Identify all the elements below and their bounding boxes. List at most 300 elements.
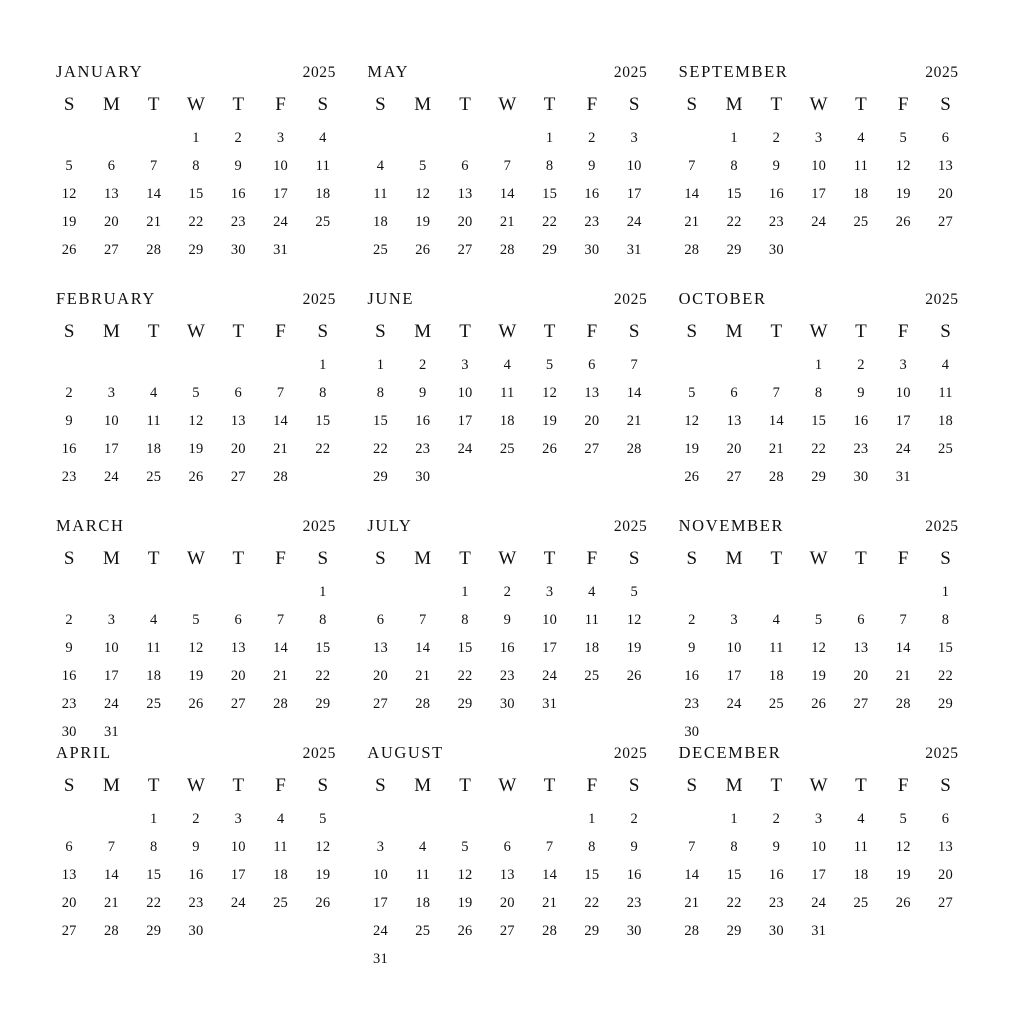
day-cell[interactable]: 22 xyxy=(457,668,473,684)
day-cell[interactable]: 7 xyxy=(276,612,285,628)
day-cell[interactable]: 30 xyxy=(768,242,784,258)
day-cell[interactable]: 12 xyxy=(188,640,204,656)
day-cell[interactable]: 17 xyxy=(726,668,742,684)
day-cell[interactable]: 28 xyxy=(768,469,784,485)
day-cell[interactable]: 18 xyxy=(146,441,162,457)
day-cell[interactable]: 18 xyxy=(853,186,869,202)
day-cell[interactable]: 9 xyxy=(857,385,865,401)
day-cell[interactable]: 22 xyxy=(146,895,162,911)
day-cell[interactable]: 19 xyxy=(457,895,473,911)
day-cell[interactable]: 14 xyxy=(626,385,642,401)
day-cell[interactable]: 20 xyxy=(103,214,119,230)
day-cell[interactable]: 15 xyxy=(542,186,558,202)
day-cell[interactable]: 28 xyxy=(542,923,558,939)
day-cell[interactable]: 18 xyxy=(853,867,869,883)
day-cell[interactable]: 21 xyxy=(273,441,288,457)
day-cell[interactable]: 1 xyxy=(461,584,469,600)
day-cell[interactable]: 22 xyxy=(373,441,388,457)
day-cell[interactable]: 4 xyxy=(772,612,781,628)
day-cell[interactable]: 31 xyxy=(542,696,558,712)
day-cell[interactable]: 3 xyxy=(234,811,242,827)
day-cell[interactable]: 10 xyxy=(273,158,288,174)
day-cell[interactable]: 26 xyxy=(61,242,77,258)
day-cell[interactable]: 29 xyxy=(457,696,473,712)
day-cell[interactable]: 17 xyxy=(103,441,119,457)
day-cell[interactable]: 23 xyxy=(584,214,600,230)
day-cell[interactable]: 30 xyxy=(499,696,515,712)
day-cell[interactable]: 17 xyxy=(373,895,388,911)
day-cell[interactable]: 8 xyxy=(588,839,596,855)
day-cell[interactable]: 18 xyxy=(273,867,288,883)
day-cell[interactable]: 29 xyxy=(146,923,162,939)
day-cell[interactable]: 31 xyxy=(373,951,388,967)
day-cell[interactable]: 1 xyxy=(149,811,158,827)
day-cell[interactable]: 24 xyxy=(457,441,473,457)
day-cell[interactable]: 18 xyxy=(499,413,515,429)
day-cell[interactable]: 6 xyxy=(65,839,73,855)
day-cell[interactable]: 13 xyxy=(103,186,119,202)
day-cell[interactable]: 8 xyxy=(461,612,469,628)
day-cell[interactable]: 8 xyxy=(319,612,327,628)
day-cell[interactable]: 25 xyxy=(373,242,388,258)
day-cell[interactable]: 10 xyxy=(103,640,119,656)
day-cell[interactable]: 24 xyxy=(273,214,288,230)
day-cell[interactable]: 4 xyxy=(419,839,427,855)
day-cell[interactable]: 26 xyxy=(626,668,642,684)
day-cell[interactable]: 17 xyxy=(457,413,473,429)
day-cell[interactable]: 2 xyxy=(630,811,638,827)
day-cell[interactable]: 10 xyxy=(626,158,642,174)
day-cell[interactable]: 11 xyxy=(373,186,388,202)
day-cell[interactable]: 18 xyxy=(415,895,431,911)
day-cell[interactable]: 11 xyxy=(769,640,784,656)
day-cell[interactable]: 7 xyxy=(630,357,638,373)
day-cell[interactable]: 7 xyxy=(545,839,554,855)
day-cell[interactable]: 19 xyxy=(895,186,911,202)
day-cell[interactable]: 22 xyxy=(726,214,742,230)
day-cell[interactable]: 11 xyxy=(584,612,600,628)
day-cell[interactable]: 19 xyxy=(626,640,642,656)
day-cell[interactable]: 1 xyxy=(588,811,596,827)
day-cell[interactable]: 13 xyxy=(61,867,77,883)
day-cell[interactable]: 15 xyxy=(373,413,388,429)
day-cell[interactable]: 7 xyxy=(772,385,781,401)
day-cell[interactable]: 29 xyxy=(726,242,742,258)
day-cell[interactable]: 13 xyxy=(457,186,473,202)
day-cell[interactable]: 13 xyxy=(938,158,953,174)
day-cell[interactable]: 27 xyxy=(499,923,515,939)
day-cell[interactable]: 12 xyxy=(684,413,700,429)
day-cell[interactable]: 1 xyxy=(941,584,950,600)
day-cell[interactable]: 14 xyxy=(146,186,162,202)
day-cell[interactable]: 21 xyxy=(542,895,558,911)
day-cell[interactable]: 11 xyxy=(273,839,288,855)
day-cell[interactable]: 23 xyxy=(684,696,700,712)
day-cell[interactable]: 10 xyxy=(811,839,827,855)
day-cell[interactable]: 28 xyxy=(146,242,162,258)
day-cell[interactable]: 14 xyxy=(895,640,911,656)
day-cell[interactable]: 14 xyxy=(499,186,515,202)
day-cell[interactable]: 16 xyxy=(499,640,515,656)
day-cell[interactable]: 24 xyxy=(726,696,742,712)
day-cell[interactable]: 19 xyxy=(315,867,331,883)
day-cell[interactable]: 20 xyxy=(499,895,515,911)
day-cell[interactable]: 30 xyxy=(188,923,204,939)
day-cell[interactable]: 1 xyxy=(319,584,327,600)
day-cell[interactable]: 3 xyxy=(461,357,469,373)
day-cell[interactable]: 5 xyxy=(545,357,554,373)
day-cell[interactable]: 28 xyxy=(499,242,515,258)
day-cell[interactable]: 12 xyxy=(315,839,331,855)
day-cell[interactable]: 8 xyxy=(730,839,738,855)
day-cell[interactable]: 2 xyxy=(688,612,696,628)
day-cell[interactable]: 9 xyxy=(65,413,73,429)
day-cell[interactable]: 11 xyxy=(853,158,869,174)
day-cell[interactable]: 16 xyxy=(188,867,204,883)
day-cell[interactable]: 10 xyxy=(726,640,742,656)
day-cell[interactable]: 13 xyxy=(584,385,600,401)
day-cell[interactable]: 4 xyxy=(376,158,385,174)
day-cell[interactable]: 2 xyxy=(772,130,781,146)
day-cell[interactable]: 29 xyxy=(938,696,953,712)
day-cell[interactable]: 9 xyxy=(772,158,781,174)
day-cell[interactable]: 3 xyxy=(899,357,907,373)
day-cell[interactable]: 11 xyxy=(146,640,161,656)
day-cell[interactable]: 4 xyxy=(503,357,512,373)
day-cell[interactable]: 5 xyxy=(419,158,427,174)
day-cell[interactable]: 5 xyxy=(319,811,327,827)
day-cell[interactable]: 7 xyxy=(419,612,427,628)
day-cell[interactable]: 13 xyxy=(938,839,953,855)
day-cell[interactable]: 28 xyxy=(895,696,911,712)
day-cell[interactable]: 1 xyxy=(319,357,327,373)
day-cell[interactable]: 25 xyxy=(938,441,953,457)
day-cell[interactable]: 5 xyxy=(192,385,200,401)
day-cell[interactable]: 26 xyxy=(188,469,204,485)
day-cell[interactable]: 16 xyxy=(230,186,246,202)
day-cell[interactable]: 14 xyxy=(103,867,119,883)
day-cell[interactable]: 26 xyxy=(542,441,558,457)
day-cell[interactable]: 3 xyxy=(814,811,823,827)
day-cell[interactable]: 8 xyxy=(192,158,200,174)
day-cell[interactable]: 25 xyxy=(146,469,162,485)
day-cell[interactable]: 27 xyxy=(726,469,742,485)
day-cell[interactable]: 14 xyxy=(768,413,784,429)
day-cell[interactable]: 21 xyxy=(895,668,911,684)
day-cell[interactable]: 12 xyxy=(61,186,77,202)
day-cell[interactable]: 18 xyxy=(584,640,600,656)
day-cell[interactable]: 5 xyxy=(899,811,907,827)
day-cell[interactable]: 18 xyxy=(315,186,331,202)
day-cell[interactable]: 29 xyxy=(811,469,827,485)
day-cell[interactable]: 9 xyxy=(630,839,638,855)
day-cell[interactable]: 4 xyxy=(149,612,158,628)
day-cell[interactable]: 8 xyxy=(319,385,327,401)
day-cell[interactable]: 3 xyxy=(276,130,285,146)
day-cell[interactable]: 22 xyxy=(315,441,331,457)
day-cell[interactable]: 31 xyxy=(103,724,119,740)
day-cell[interactable]: 2 xyxy=(65,612,73,628)
day-cell[interactable]: 12 xyxy=(895,158,911,174)
day-cell[interactable]: 17 xyxy=(230,867,246,883)
day-cell[interactable]: 23 xyxy=(61,469,77,485)
day-cell[interactable]: 24 xyxy=(811,214,827,230)
day-cell[interactable]: 20 xyxy=(726,441,742,457)
day-cell[interactable]: 21 xyxy=(684,895,700,911)
day-cell[interactable]: 19 xyxy=(415,214,431,230)
day-cell[interactable]: 2 xyxy=(419,357,427,373)
day-cell[interactable]: 21 xyxy=(273,668,288,684)
day-cell[interactable]: 15 xyxy=(726,186,742,202)
day-cell[interactable]: 7 xyxy=(899,612,907,628)
day-cell[interactable]: 19 xyxy=(188,441,204,457)
day-cell[interactable]: 4 xyxy=(276,811,285,827)
day-cell[interactable]: 7 xyxy=(688,158,696,174)
day-cell[interactable]: 5 xyxy=(899,130,907,146)
day-cell[interactable]: 27 xyxy=(230,696,246,712)
day-cell[interactable]: 30 xyxy=(853,469,869,485)
day-cell[interactable]: 10 xyxy=(895,385,911,401)
day-cell[interactable]: 15 xyxy=(457,640,473,656)
day-cell[interactable]: 15 xyxy=(584,867,600,883)
day-cell[interactable]: 26 xyxy=(895,214,911,230)
day-cell[interactable]: 12 xyxy=(457,867,473,883)
day-cell[interactable]: 26 xyxy=(811,696,827,712)
day-cell[interactable]: 17 xyxy=(626,186,642,202)
day-cell[interactable]: 18 xyxy=(938,413,953,429)
day-cell[interactable]: 28 xyxy=(684,242,700,258)
day-cell[interactable]: 6 xyxy=(588,357,596,373)
day-cell[interactable]: 5 xyxy=(461,839,469,855)
day-cell[interactable]: 30 xyxy=(584,242,600,258)
day-cell[interactable]: 27 xyxy=(853,696,869,712)
day-cell[interactable]: 12 xyxy=(415,186,431,202)
day-cell[interactable]: 25 xyxy=(853,895,869,911)
day-cell[interactable]: 20 xyxy=(853,668,869,684)
day-cell[interactable]: 17 xyxy=(811,186,827,202)
day-cell[interactable]: 23 xyxy=(853,441,869,457)
day-cell[interactable]: 27 xyxy=(373,696,388,712)
day-cell[interactable]: 16 xyxy=(684,668,700,684)
day-cell[interactable]: 15 xyxy=(188,186,204,202)
day-cell[interactable]: 7 xyxy=(503,158,512,174)
day-cell[interactable]: 26 xyxy=(315,895,331,911)
day-cell[interactable]: 11 xyxy=(315,158,331,174)
day-cell[interactable]: 8 xyxy=(941,612,950,628)
day-cell[interactable]: 14 xyxy=(542,867,558,883)
day-cell[interactable]: 16 xyxy=(626,867,642,883)
day-cell[interactable]: 16 xyxy=(853,413,869,429)
day-cell[interactable]: 15 xyxy=(811,413,827,429)
day-cell[interactable]: 29 xyxy=(584,923,600,939)
day-cell[interactable]: 28 xyxy=(626,441,642,457)
day-cell[interactable]: 25 xyxy=(768,696,784,712)
day-cell[interactable]: 6 xyxy=(376,612,385,628)
day-cell[interactable]: 5 xyxy=(688,385,696,401)
day-cell[interactable]: 30 xyxy=(626,923,642,939)
day-cell[interactable]: 25 xyxy=(315,214,331,230)
day-cell[interactable]: 16 xyxy=(768,867,784,883)
day-cell[interactable]: 6 xyxy=(730,385,738,401)
day-cell[interactable]: 23 xyxy=(768,895,784,911)
day-cell[interactable]: 3 xyxy=(545,584,554,600)
day-cell[interactable]: 7 xyxy=(107,839,116,855)
day-cell[interactable]: 5 xyxy=(630,584,638,600)
day-cell[interactable]: 18 xyxy=(146,668,162,684)
day-cell[interactable]: 5 xyxy=(65,158,73,174)
day-cell[interactable]: 10 xyxy=(230,839,246,855)
day-cell[interactable]: 17 xyxy=(895,413,911,429)
day-cell[interactable]: 10 xyxy=(103,413,119,429)
day-cell[interactable]: 17 xyxy=(542,640,558,656)
day-cell[interactable]: 21 xyxy=(684,214,700,230)
day-cell[interactable]: 6 xyxy=(503,839,512,855)
day-cell[interactable]: 10 xyxy=(457,385,473,401)
day-cell[interactable]: 21 xyxy=(103,895,119,911)
day-cell[interactable]: 7 xyxy=(688,839,696,855)
day-cell[interactable]: 20 xyxy=(584,413,600,429)
day-cell[interactable]: 14 xyxy=(273,640,288,656)
day-cell[interactable]: 11 xyxy=(938,385,953,401)
day-cell[interactable]: 7 xyxy=(149,158,158,174)
day-cell[interactable]: 23 xyxy=(626,895,642,911)
day-cell[interactable]: 28 xyxy=(273,469,288,485)
day-cell[interactable]: 8 xyxy=(545,158,554,174)
day-cell[interactable]: 8 xyxy=(376,385,385,401)
day-cell[interactable]: 27 xyxy=(457,242,473,258)
day-cell[interactable]: 30 xyxy=(768,923,784,939)
day-cell[interactable]: 23 xyxy=(61,696,77,712)
day-cell[interactable]: 12 xyxy=(626,612,642,628)
day-cell[interactable]: 29 xyxy=(315,696,331,712)
day-cell[interactable]: 23 xyxy=(188,895,204,911)
day-cell[interactable]: 2 xyxy=(772,811,781,827)
day-cell[interactable]: 23 xyxy=(499,668,515,684)
day-cell[interactable]: 9 xyxy=(588,158,596,174)
day-cell[interactable]: 27 xyxy=(230,469,246,485)
day-cell[interactable]: 7 xyxy=(276,385,285,401)
day-cell[interactable]: 2 xyxy=(503,584,512,600)
day-cell[interactable]: 22 xyxy=(938,668,953,684)
day-cell[interactable]: 24 xyxy=(895,441,911,457)
day-cell[interactable]: 22 xyxy=(584,895,600,911)
day-cell[interactable]: 15 xyxy=(146,867,162,883)
day-cell[interactable]: 6 xyxy=(857,612,865,628)
day-cell[interactable]: 22 xyxy=(726,895,742,911)
day-cell[interactable]: 19 xyxy=(895,867,911,883)
day-cell[interactable]: 6 xyxy=(461,158,469,174)
day-cell[interactable]: 14 xyxy=(684,867,700,883)
day-cell[interactable]: 4 xyxy=(857,130,865,146)
day-cell[interactable]: 25 xyxy=(273,895,288,911)
day-cell[interactable]: 26 xyxy=(457,923,473,939)
day-cell[interactable]: 23 xyxy=(415,441,431,457)
day-cell[interactable]: 16 xyxy=(61,441,77,457)
day-cell[interactable]: 16 xyxy=(584,186,600,202)
day-cell[interactable]: 8 xyxy=(149,839,158,855)
day-cell[interactable]: 15 xyxy=(938,640,953,656)
day-cell[interactable]: 1 xyxy=(730,130,738,146)
day-cell[interactable]: 28 xyxy=(103,923,119,939)
day-cell[interactable]: 20 xyxy=(938,867,953,883)
day-cell[interactable]: 6 xyxy=(107,158,116,174)
day-cell[interactable]: 1 xyxy=(192,130,200,146)
day-cell[interactable]: 4 xyxy=(319,130,327,146)
day-cell[interactable]: 25 xyxy=(146,696,162,712)
day-cell[interactable]: 27 xyxy=(938,895,953,911)
day-cell[interactable]: 14 xyxy=(415,640,431,656)
day-cell[interactable]: 18 xyxy=(768,668,784,684)
day-cell[interactable]: 15 xyxy=(726,867,742,883)
day-cell[interactable]: 13 xyxy=(373,640,388,656)
day-cell[interactable]: 3 xyxy=(730,612,738,628)
day-cell[interactable]: 24 xyxy=(626,214,642,230)
day-cell[interactable]: 31 xyxy=(895,469,911,485)
day-cell[interactable]: 30 xyxy=(61,724,77,740)
day-cell[interactable]: 19 xyxy=(61,214,77,230)
day-cell[interactable]: 19 xyxy=(684,441,700,457)
day-cell[interactable]: 29 xyxy=(373,469,388,485)
day-cell[interactable]: 4 xyxy=(149,385,158,401)
day-cell[interactable]: 10 xyxy=(542,612,558,628)
day-cell[interactable]: 29 xyxy=(188,242,204,258)
day-cell[interactable]: 3 xyxy=(107,612,116,628)
day-cell[interactable]: 12 xyxy=(542,385,558,401)
day-cell[interactable]: 3 xyxy=(814,130,823,146)
day-cell[interactable]: 27 xyxy=(584,441,600,457)
day-cell[interactable]: 9 xyxy=(688,640,696,656)
day-cell[interactable]: 25 xyxy=(499,441,515,457)
day-cell[interactable]: 4 xyxy=(941,357,950,373)
day-cell[interactable]: 4 xyxy=(857,811,865,827)
day-cell[interactable]: 30 xyxy=(415,469,431,485)
day-cell[interactable]: 31 xyxy=(273,242,288,258)
day-cell[interactable]: 30 xyxy=(230,242,246,258)
day-cell[interactable]: 26 xyxy=(895,895,911,911)
day-cell[interactable]: 24 xyxy=(103,469,119,485)
day-cell[interactable]: 18 xyxy=(373,214,388,230)
day-cell[interactable]: 15 xyxy=(315,640,331,656)
day-cell[interactable]: 28 xyxy=(415,696,431,712)
day-cell[interactable]: 8 xyxy=(730,158,738,174)
day-cell[interactable]: 11 xyxy=(500,385,515,401)
day-cell[interactable]: 21 xyxy=(499,214,515,230)
day-cell[interactable]: 13 xyxy=(853,640,869,656)
day-cell[interactable]: 12 xyxy=(895,839,911,855)
day-cell[interactable]: 27 xyxy=(103,242,119,258)
day-cell[interactable]: 16 xyxy=(768,186,784,202)
day-cell[interactable]: 10 xyxy=(811,158,827,174)
day-cell[interactable]: 2 xyxy=(234,130,242,146)
day-cell[interactable]: 17 xyxy=(811,867,827,883)
day-cell[interactable]: 2 xyxy=(857,357,865,373)
day-cell[interactable]: 1 xyxy=(545,130,554,146)
day-cell[interactable]: 6 xyxy=(234,612,242,628)
day-cell[interactable]: 14 xyxy=(273,413,288,429)
day-cell[interactable]: 13 xyxy=(230,640,246,656)
day-cell[interactable]: 24 xyxy=(373,923,388,939)
day-cell[interactable]: 26 xyxy=(684,469,700,485)
day-cell[interactable]: 2 xyxy=(65,385,73,401)
day-cell[interactable]: 25 xyxy=(415,923,431,939)
day-cell[interactable]: 24 xyxy=(230,895,246,911)
day-cell[interactable]: 9 xyxy=(772,839,781,855)
day-cell[interactable]: 26 xyxy=(415,242,431,258)
day-cell[interactable]: 2 xyxy=(192,811,200,827)
day-cell[interactable]: 15 xyxy=(315,413,331,429)
day-cell[interactable]: 1 xyxy=(730,811,738,827)
day-cell[interactable]: 12 xyxy=(188,413,204,429)
